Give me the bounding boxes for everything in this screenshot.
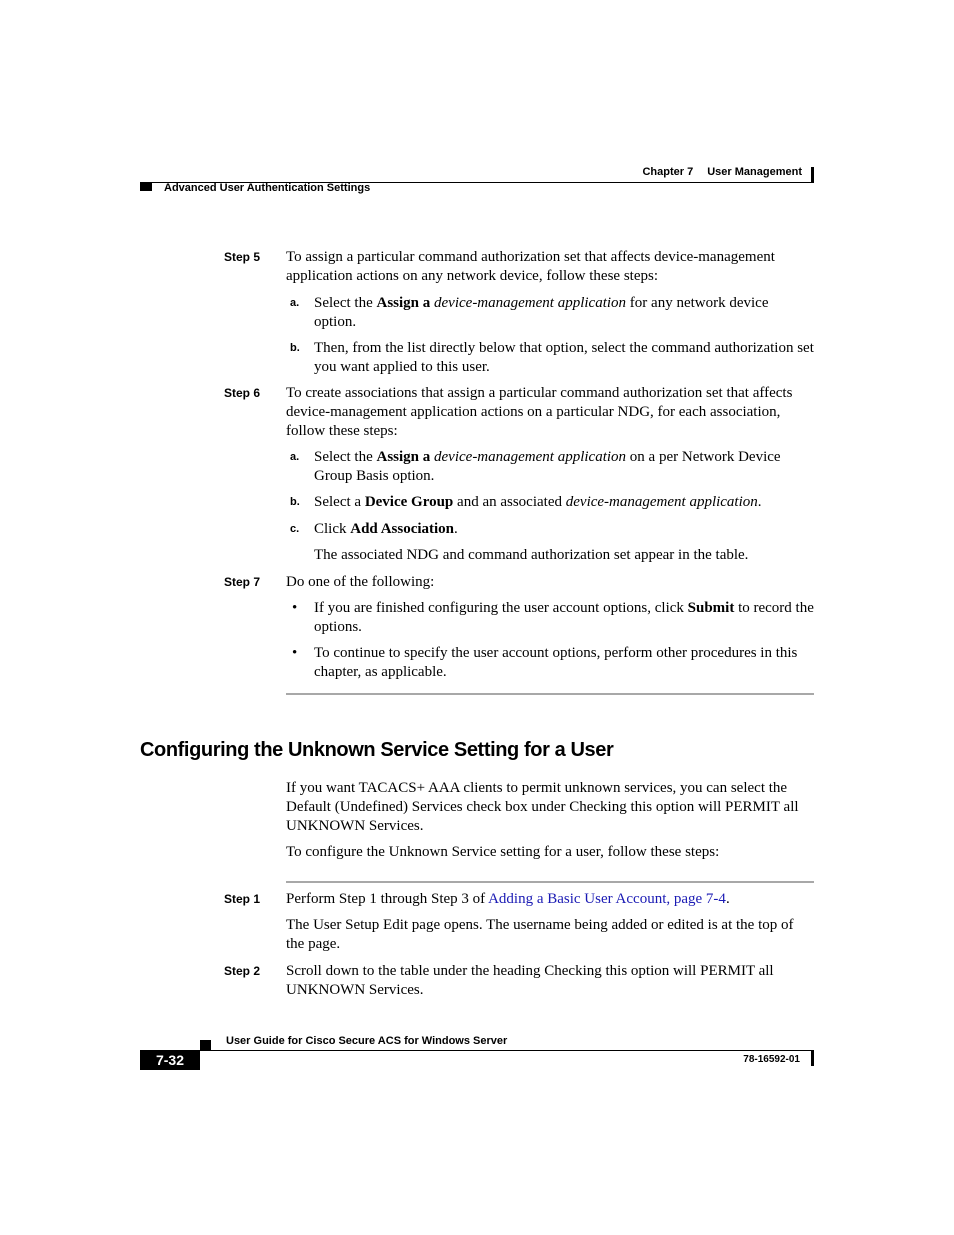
step-6b-text: Select a Device Group and an associated device-management application. — [314, 494, 762, 510]
step-1-label: Step 1 — [224, 892, 261, 906]
chapter-title: User Management — [707, 166, 802, 178]
intro-paragraph-1: If you want TACACS+ AAA clients to permit unknown services, you can select the Default (Undefined) Services check box under Checking this option will PERMIT all UNKNOWN Services. — [286, 780, 799, 834]
bullet-marker: • — [292, 600, 298, 616]
step-7-label: Step 7 — [224, 575, 261, 589]
step-5b-text: Then, from the list directly below that option, select the command authorization set you want applied to this user. — [314, 340, 814, 375]
step-5-text: To assign a particular command authorization set that affects device-management application actions on any network device, follow these steps: — [286, 249, 775, 284]
document-number: 78-16592-01 — [743, 1054, 800, 1065]
step-6-label: Step 6 — [224, 386, 261, 400]
header-square-marker — [140, 182, 152, 191]
step-2-text: Scroll down to the table under the heading Checking this option will PERMIT all UNKNOWN Services. — [286, 963, 774, 998]
procedure-end-rule — [286, 693, 814, 695]
step-6c-label: c. — [290, 523, 300, 535]
footer-vertical-bar — [811, 1050, 814, 1066]
step-7-bullet-2: To continue to specify the user account options, perform other procedures in this chapter, as applicable. — [314, 645, 798, 680]
step-5a-text: Select the Assign a device-management application for any network device option. — [314, 295, 769, 330]
step-6-note: The associated NDG and command authorization set appear in the table. — [314, 547, 749, 563]
step-6a-label: a. — [290, 451, 300, 463]
step-6b-label: b. — [290, 496, 300, 508]
step-1-text: Perform Step 1 through Step 3 of Adding a Basic User Account, page 7-4. — [286, 891, 730, 907]
step-6-text: To create associations that assign a particular command authorization set that affects device-management application actions on a particular NDG, for each association, follow these steps: — [286, 385, 793, 439]
chapter-number: Chapter 7 — [642, 166, 694, 178]
step-1-note: The User Setup Edit page opens. The username being added or edited is at the top of the page. — [286, 917, 794, 952]
step-7-bullet-1: If you are finished configuring the user account options, click Submit to record the options. — [314, 600, 814, 635]
page-number: 7-32 — [140, 1050, 200, 1070]
step-6a-text: Select the Assign a device-management application on a per Network Device Group Basis option. — [314, 449, 781, 484]
footer-rule — [200, 1050, 814, 1051]
procedure-start-rule — [286, 881, 814, 883]
cross-reference-link[interactable]: Adding a Basic User Account, page 7-4 — [488, 891, 726, 907]
intro-paragraph-2: To configure the Unknown Service setting for a user, follow these steps: — [286, 844, 720, 860]
section-heading: Configuring the Unknown Service Setting for a User — [140, 739, 614, 761]
running-header-chapter — [642, 166, 802, 178]
header-vertical-bar — [811, 167, 814, 183]
step-5a-label: a. — [290, 297, 300, 309]
bullet-marker: • — [292, 645, 298, 661]
running-header-section: Advanced User Authentication Settings — [164, 182, 371, 194]
step-7-text: Do one of the following: — [286, 574, 435, 590]
footer-book-title: User Guide for Cisco Secure ACS for Windows Server — [226, 1035, 508, 1047]
step-5-label: Step 5 — [224, 250, 261, 264]
step-5b-label: b. — [290, 342, 300, 354]
step-6c-text: Click Add Association. — [314, 521, 458, 537]
step-2-label: Step 2 — [224, 964, 261, 978]
